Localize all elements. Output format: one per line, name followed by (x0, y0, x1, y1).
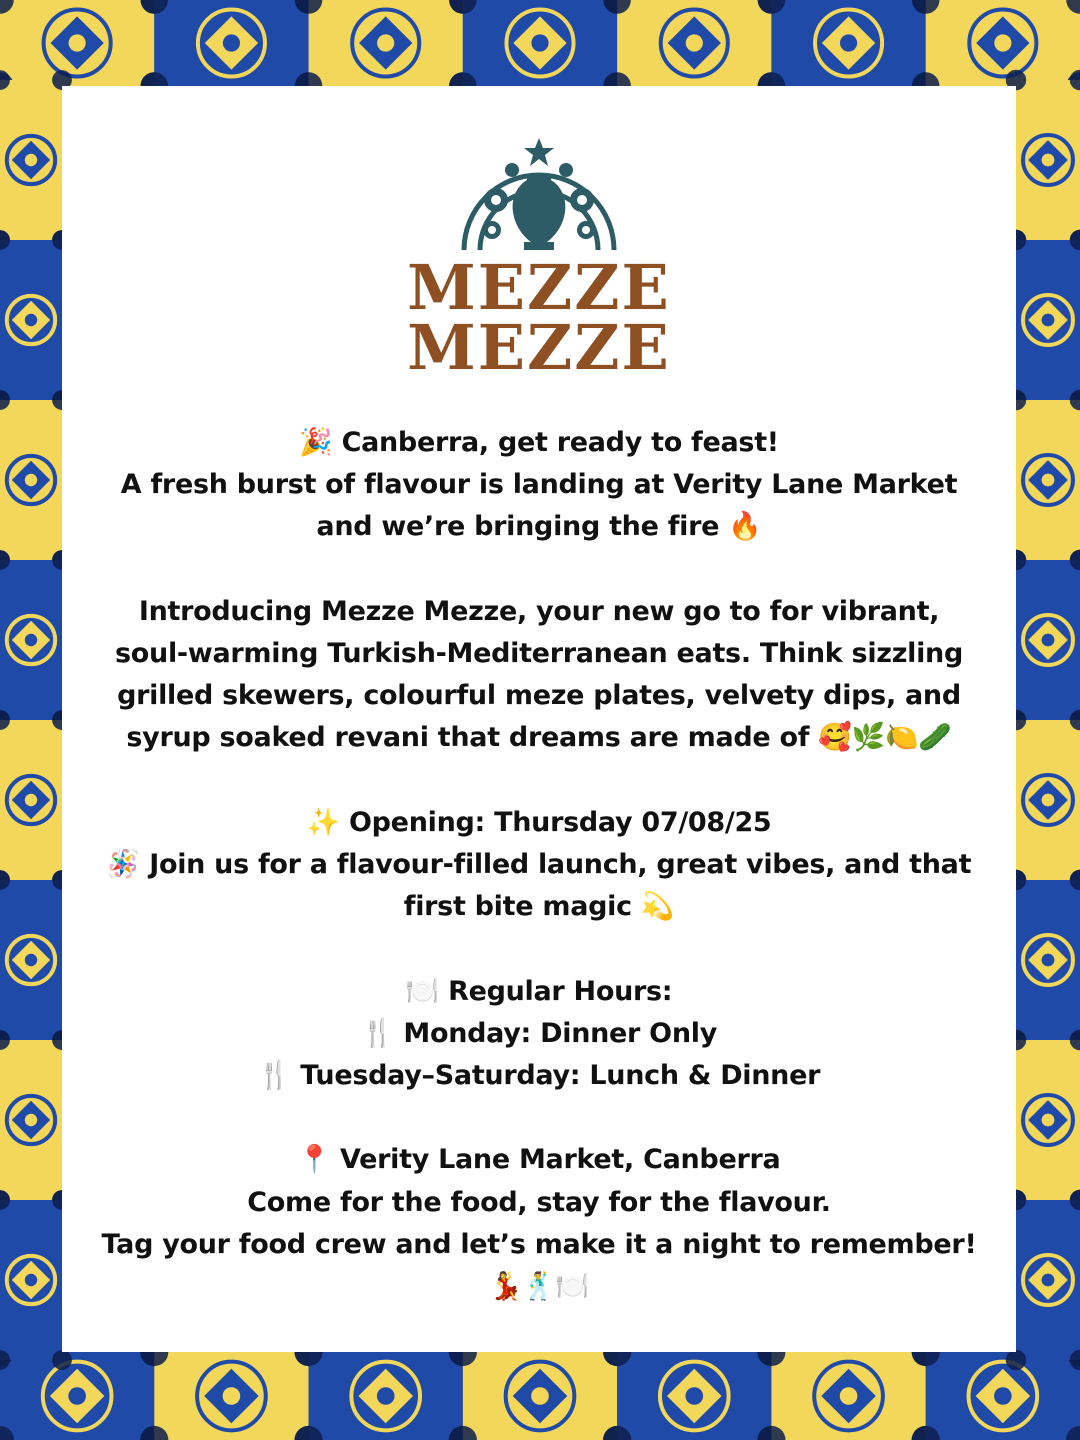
headline: 🎉 Canberra, get ready to feast! (299, 427, 779, 458)
description-line: soul-warming Turkish-Mediterranean eats. Think sizzling (115, 638, 963, 669)
brand-logo (62, 130, 1016, 384)
opening-date: ✨ Opening: Thursday 07/08/25 (306, 806, 772, 838)
hours-title: 🍽️ Regular Hours: (405, 975, 673, 1007)
launch-line: first bite magic 💫 (403, 891, 675, 923)
announcement-text (62, 422, 1016, 1308)
launch-line: 🪅 Join us for a flavour-filled launch, great vibes, and that (106, 849, 972, 880)
description-line: syrup soaked revani that dreams are made of 🥰🌿🍋🥒 (126, 722, 952, 754)
brand-name-line-2: MEZZE (407, 311, 671, 384)
call-to-action: Tag your food crew and let’s make it a night to remember! (101, 1228, 977, 1260)
hours-monday: 🍴 Monday: Dinner Only (360, 1017, 718, 1049)
intro-line: and we’re bringing the fire 🔥 (316, 511, 762, 543)
location: 📍 Verity Lane Market, Canberra (297, 1144, 781, 1176)
amphora-emblem-icon (454, 130, 624, 258)
intro-line: A fresh burst of flavour is landing at Verity Lane Market (120, 469, 958, 501)
brand-name-line-1: MEZZE (407, 251, 671, 324)
tagline: Come for the food, stay for the flavour. (247, 1186, 831, 1218)
hours-tue-sat: 🍴 Tuesday–Saturday: Lunch & Dinner (257, 1060, 821, 1091)
description-line: grilled skewers, colourful meze plates, velvety dips, and (117, 680, 961, 712)
description-line: Introducing Mezze Mezze, your new go to for vibrant, (138, 595, 940, 627)
closing-emojis: 💃🕺🍽️ (489, 1271, 589, 1302)
announcement-card (62, 86, 1016, 1352)
